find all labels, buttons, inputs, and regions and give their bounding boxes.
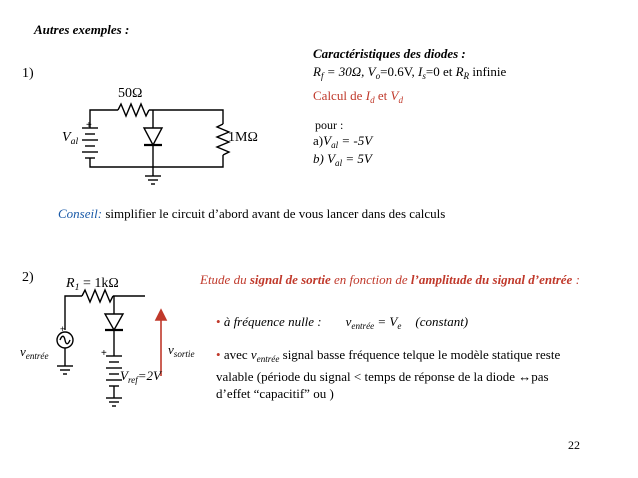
diode-characteristics-values: $R_f = 30\Omega$, $V_o=0.6V$, $I_s=0$ et $R_R$ infinie	[313, 64, 507, 81]
example-2-number: 2)	[22, 270, 34, 285]
example-1-number: 1)	[22, 66, 34, 81]
source-vaL-label: $V_{al}$	[62, 130, 79, 147]
case-a: $a)V_{al} = -5V$	[313, 133, 373, 150]
section-title: Autres exemples :	[34, 22, 130, 37]
advice-text: Conseil: simplifier le circuit d’abord avant de vous lancer dans des calculs	[58, 206, 446, 221]
calc-instruction: Calcul de $I_d$ et $V_d$	[313, 88, 403, 105]
resistor-r1-label: $R_1 = 1k\Omega$	[66, 276, 119, 293]
bullet-low-frequency: • avec $v_{entrée}$ signal basse fréquence telque le modèle statique reste valable (période du signal < temps de réponse de la diode ↔pas d’effet “capacitif” ou )	[216, 347, 561, 401]
svg-text:+: +	[86, 120, 92, 131]
input-voltage-label: $v_{entrée}$	[20, 344, 49, 361]
bullet-zero-frequency: • à fréquence nulle : $v_{entrée} = V_e$ (constant)	[216, 314, 469, 331]
resistor-1m-label: 1MΩ	[228, 130, 258, 145]
svg-text:+: +	[60, 324, 66, 334]
page-number: 22	[568, 438, 580, 452]
case-b: b) $V_{al} = 5V$	[313, 151, 372, 168]
pour-label: pour :	[315, 118, 344, 132]
circuit-1	[82, 104, 229, 184]
vref-label: $V_{ref}=2V$	[120, 368, 161, 385]
study-heading: Etude du signal de sortie en fonction de l’amplitude du signal d’entrée :	[200, 272, 580, 287]
resistor-50-label: 50Ω	[118, 86, 143, 101]
diode-characteristics-title: Caractéristiques des diodes :	[313, 46, 466, 61]
svg-text:+: +	[101, 348, 107, 359]
output-arrow	[156, 310, 166, 376]
output-voltage-label: $v_{sortie}$	[168, 342, 195, 359]
